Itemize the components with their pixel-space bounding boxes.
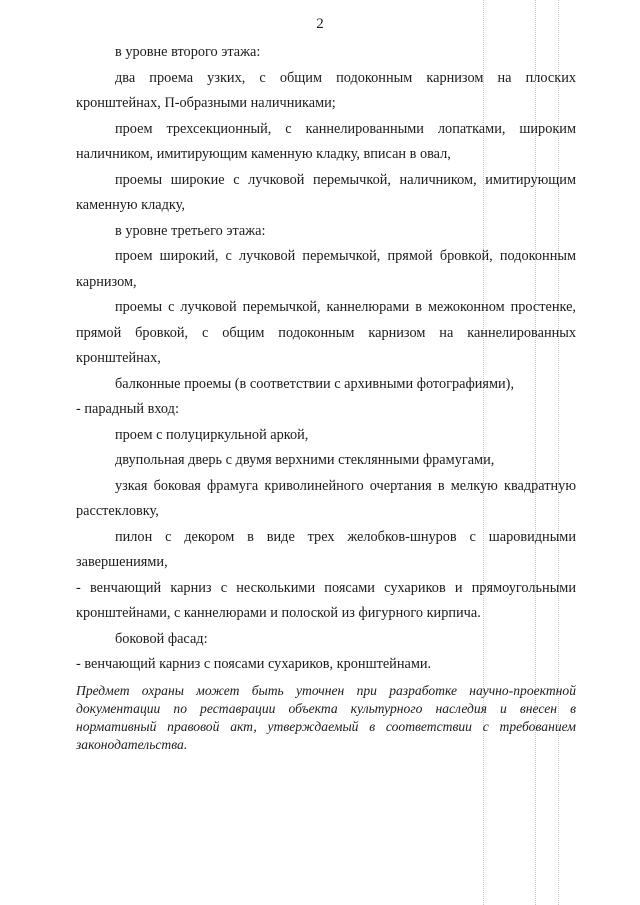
paragraph: балконные проемы (в соответствии с архивными фотографиями), [115, 375, 515, 392]
paragraph: пилон с декором в виде трех желобков-шнуров с шаровидными завершениями, [76, 528, 576, 570]
paragraph: двупольная дверь с двумя верхними стеклянными фрамугами, [115, 452, 495, 468]
paragraph: проем трехсекционный, с каннелированными лопатками, широким наличником, имитирующим каменную кладку, вписан в овал, [76, 120, 576, 162]
document-body [76, 40, 576, 678]
paragraph: проемы с лучковой перемычкой, каннелюрами в межоконном простенке, прямой бровкой, с общим подоконным карнизом на каннелированных кронштейнах, [76, 299, 576, 366]
protection-note: Предмет охраны может быть уточнен при разработке научно-проектной документации по реставрации объекта культурного наследия и внесен в нормативный правовой акт, утверждаемый в соответствии с требованием законодательства. [76, 683, 576, 752]
paragraph: - венчающий карниз с поясами сухариков, кронштейнами. [76, 656, 432, 672]
paragraph: - парадный вход: [76, 401, 179, 417]
page-number: 2 [316, 16, 324, 32]
paragraph: в уровне второго этажа: [115, 44, 261, 60]
paragraph: в уровне третьего этажа: [115, 222, 266, 239]
paragraph: узкая боковая фрамуга криволинейного очертания в мелкую квадратную расстекловку, [76, 477, 576, 519]
paragraph: - венчающий карниз с несколькими поясами сухариков и прямоугольными кронштейнами, с каннелюрами и полоской из фигурного кирпича. [76, 579, 576, 621]
paragraph: проем широкий, с лучковой перемычкой, прямой бровкой, подоконным карнизом, [76, 248, 576, 290]
paragraph: два проема узких, с общим подоконным карнизом на плоских кронштейнах, П-образными наличниками; [76, 69, 576, 111]
paragraph: проем с полуциркульной аркой, [115, 426, 309, 443]
paragraph: боковой фасад: [115, 630, 208, 647]
paragraph: проемы широкие с лучковой перемычкой, наличником, имитирующим каменную кладку, [76, 171, 576, 213]
